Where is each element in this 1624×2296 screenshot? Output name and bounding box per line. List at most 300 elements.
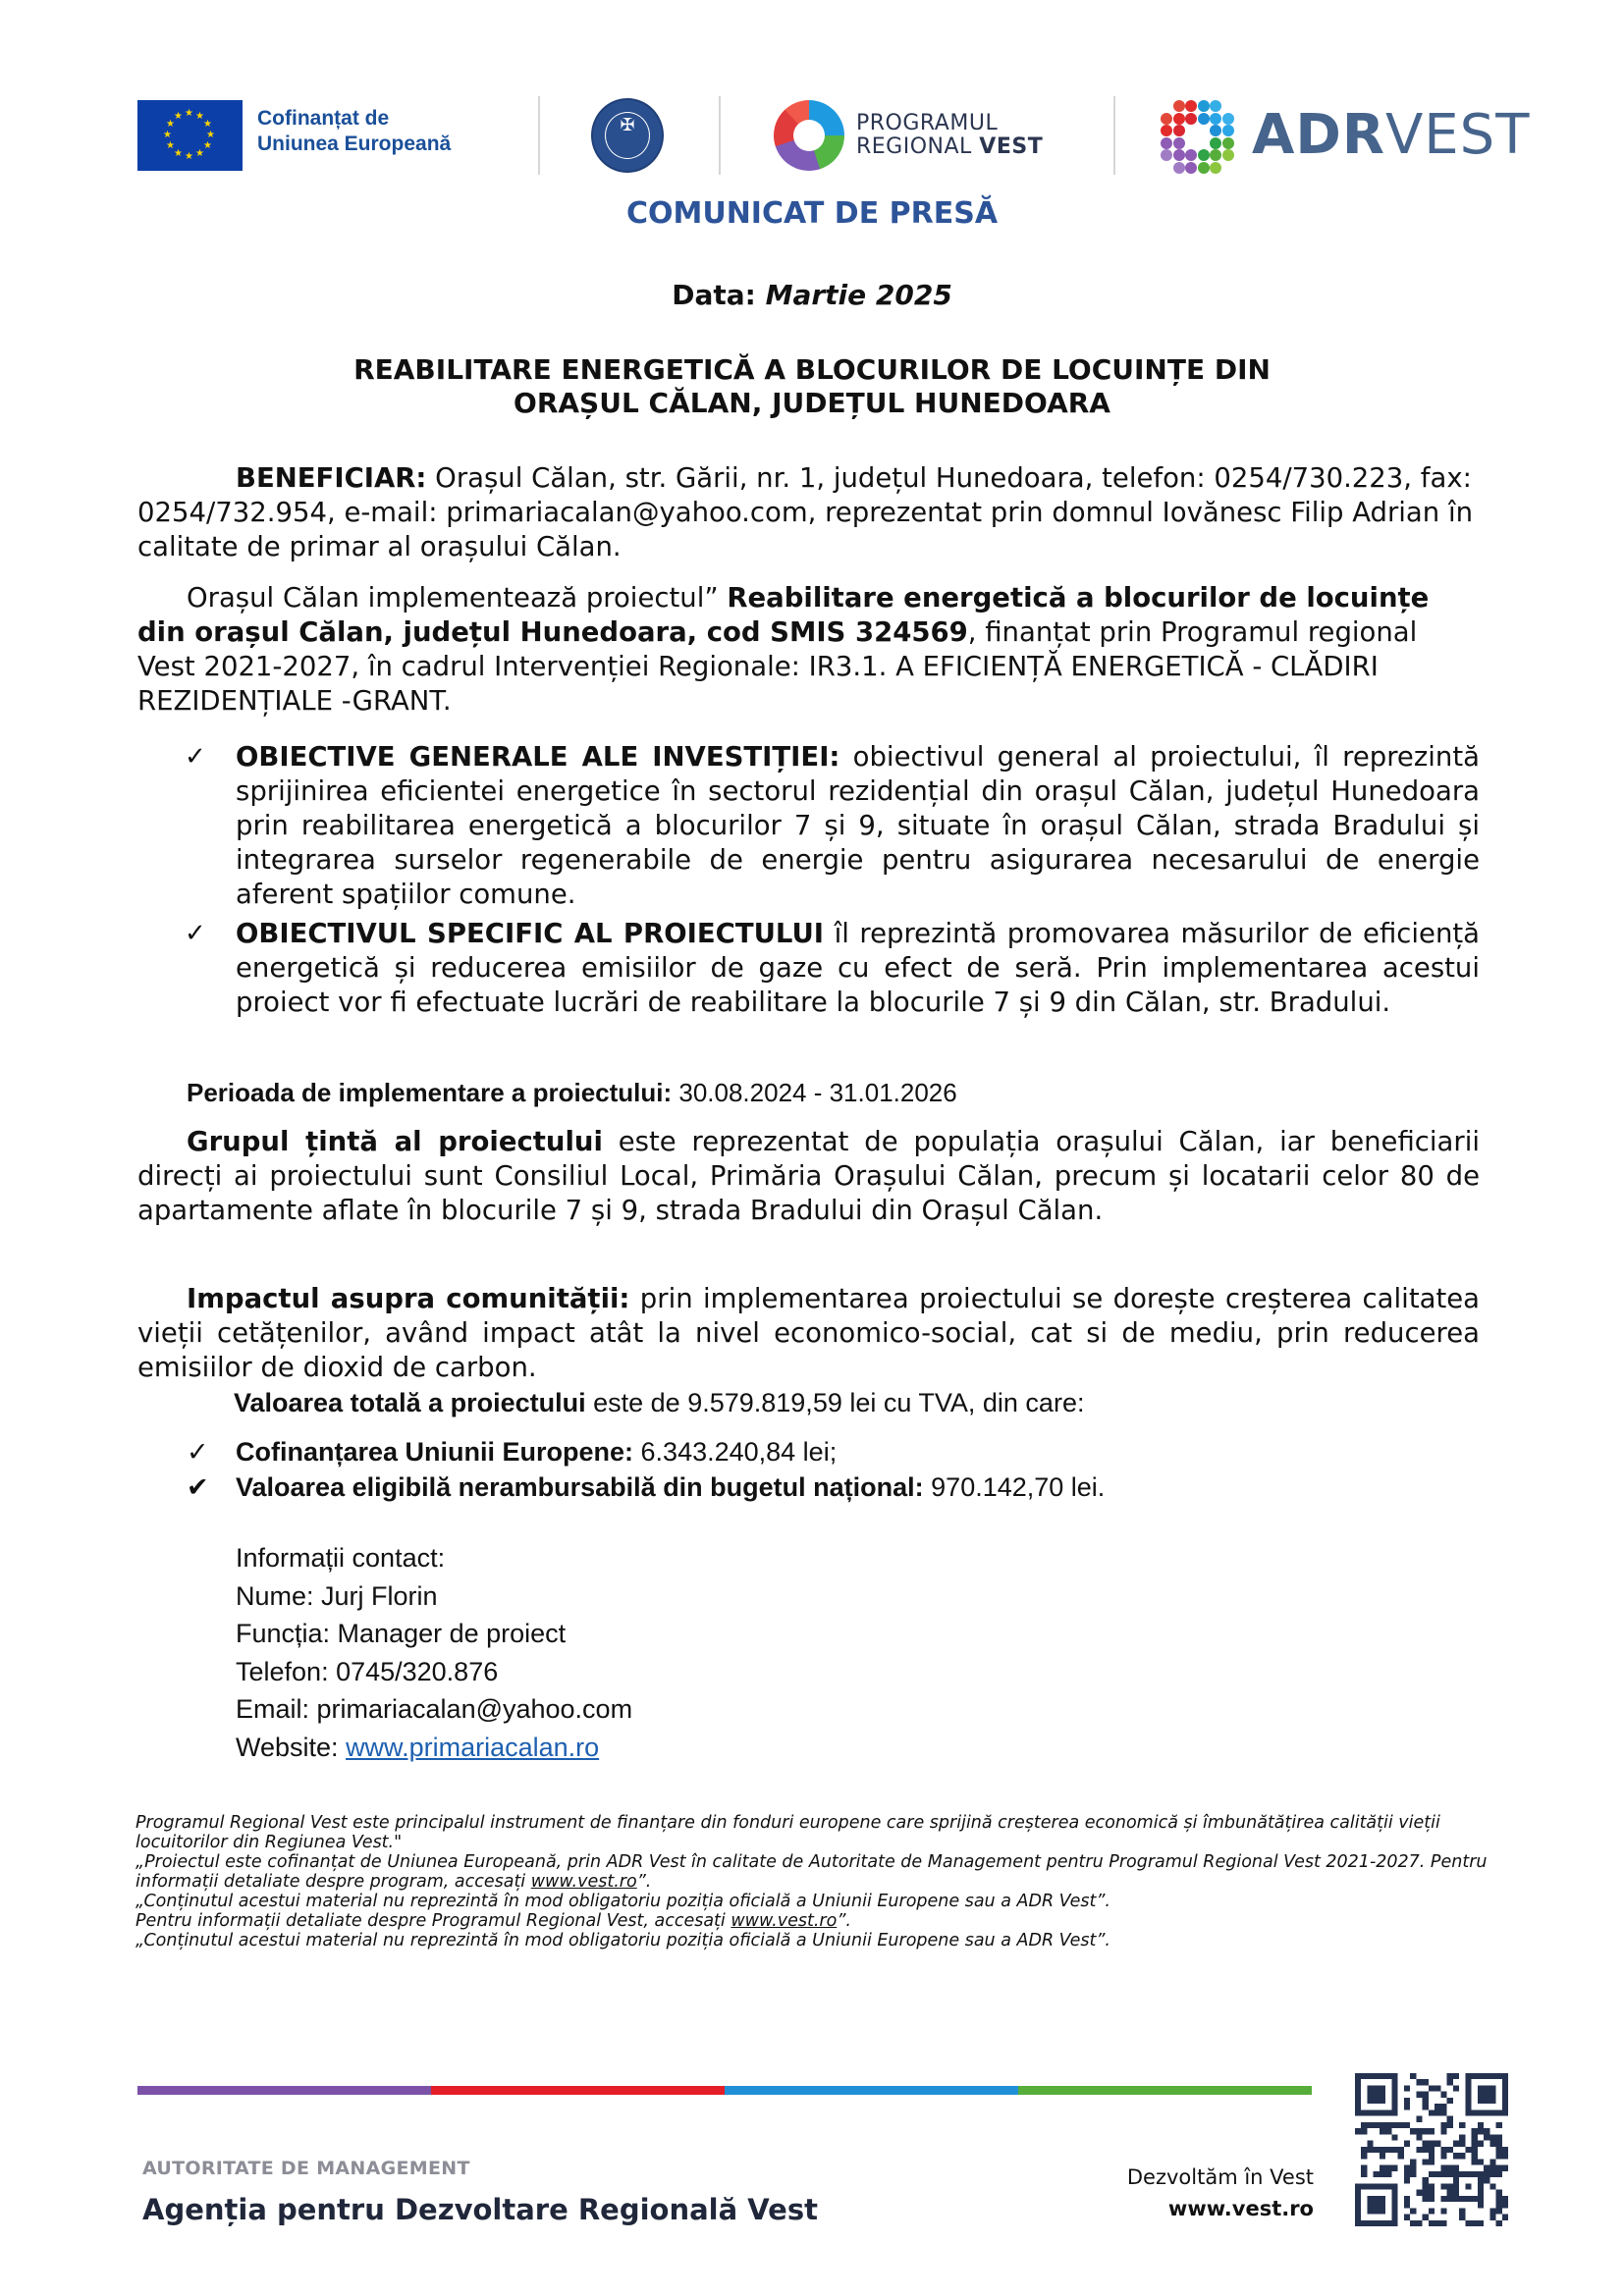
- qr-module: [1440, 2165, 1446, 2171]
- qr-module: [1478, 2122, 1484, 2128]
- qr-module: [1472, 2159, 1478, 2164]
- project-title-line1: REABILITARE ENERGETICĂ A BLOCURILOR DE LOCUINȚE DIN: [353, 353, 1271, 386]
- contact-function: Funcția: Manager de proiect: [236, 1619, 567, 1648]
- qr-module: [1385, 2147, 1391, 2153]
- qr-module: [1423, 2190, 1429, 2196]
- adr-dot: [1198, 149, 1210, 161]
- qr-module: [1398, 2147, 1404, 2153]
- qr-module: [1429, 2109, 1435, 2115]
- qr-module: [1423, 2159, 1429, 2164]
- qr-module: [1496, 2220, 1502, 2226]
- qr-module: [1435, 2171, 1440, 2177]
- qr-module: [1484, 2128, 1489, 2134]
- qr-module: [1429, 2196, 1435, 2202]
- qr-module: [1416, 2079, 1422, 2085]
- qr-module: [1410, 2159, 1416, 2164]
- impact-paragraph: [137, 1282, 1480, 1385]
- qr-module: [1496, 2134, 1502, 2140]
- qr-module: [1496, 2190, 1502, 2196]
- contact-block: [236, 1539, 632, 1766]
- impact-text: prin implementarea proiectului se dorește creșterea calitatea vieții cetățenilor, având impact atât la nivel economico-social, cat si de mediu, prin reducerea emisiilor de dioxid de carbon.: [137, 1283, 1481, 1383]
- qr-module: [1447, 2147, 1453, 2153]
- qr-module: [1478, 2159, 1484, 2164]
- qr-module: [1404, 2196, 1410, 2202]
- adr-dot: [1222, 113, 1234, 125]
- qr-module: [1447, 2073, 1453, 2079]
- qr-module: [1502, 2153, 1508, 2159]
- adr-dot: [1198, 162, 1210, 174]
- adr-wordmark-bold: ADR: [1252, 103, 1385, 167]
- target-group-text: este reprezentat de populația orașului Călan, iar beneficiarii direcți ai proiectului sunt Consiliul Local, Primăria Orașului Călan, precum și locatarii celor 80 de apartamente aflate în blocurile 7 și 9, strada Bradului din Orașul Călan.: [137, 1126, 1480, 1226]
- qr-module: [1429, 2220, 1435, 2226]
- qr-module: [1496, 2147, 1502, 2153]
- qr-module: [1440, 2128, 1446, 2134]
- qr-module: [1429, 2153, 1435, 2159]
- qr-module: [1423, 2141, 1429, 2147]
- qr-module: [1423, 2196, 1429, 2202]
- qr-module: [1447, 2079, 1453, 2085]
- adr-dot: [1185, 162, 1197, 174]
- qr-module: [1380, 2122, 1385, 2128]
- qr-module: [1496, 2165, 1502, 2171]
- qr-module: [1435, 2141, 1440, 2147]
- qr-module: [1447, 2116, 1453, 2122]
- disclaimer-text: ”.: [837, 1911, 851, 1931]
- qr-module: [1440, 2104, 1446, 2109]
- press-release-title: COMUNICAT DE PRESĂ: [625, 196, 999, 231]
- contact-email: Email: primariacalan@yahoo.com: [236, 1694, 633, 1724]
- adr-dot: [1210, 100, 1221, 112]
- objective-general: [187, 740, 1480, 912]
- qr-module: [1435, 2104, 1440, 2109]
- qr-module: [1447, 2122, 1453, 2128]
- qr-module: [1435, 2109, 1440, 2115]
- checkmark-icon: ✓: [185, 742, 206, 772]
- adr-dot: [1173, 125, 1185, 136]
- contact-website-label: Website:: [236, 1732, 347, 1762]
- qr-module: [1489, 2171, 1495, 2177]
- qr-module: [1459, 2122, 1465, 2128]
- qr-module: [1398, 2153, 1404, 2159]
- total-value-line: [234, 1388, 1084, 1418]
- disclaimer-line: „Conținutul acestui material nu reprezintă în mod obligatoriu poziția oficială a Uniunii Europene sau a ADR Vest”.: [135, 1931, 1110, 1950]
- qr-module: [1459, 2134, 1465, 2140]
- adr-dot: [1161, 149, 1172, 161]
- qr-module: [1410, 2220, 1416, 2226]
- qr-module: [1447, 2165, 1453, 2171]
- disclaimer-text: „Proiectul este cofinanțat de Uniunea Europeană, prin ADR Vest în calitate de Autoritate de Management pentru Programul Regional Vest 2021-2027. Pentru informații detaliate despre program, accesați: [135, 1852, 1488, 1892]
- qr-module: [1502, 2215, 1508, 2220]
- checkmark-icon: ✓: [187, 1437, 209, 1468]
- footer-website-link[interactable]: www.vest.ro: [1167, 2197, 1314, 2220]
- prv-label-line1: PROGRAMUL: [856, 111, 999, 135]
- qr-module: [1410, 2171, 1416, 2177]
- adr-dot: [1161, 125, 1172, 136]
- qr-module: [1380, 2128, 1385, 2134]
- financing-label: Cofinanțarea Uniunii Europene:: [236, 1437, 634, 1467]
- eu-label-line1: Cofinanțat de: [257, 107, 390, 130]
- logo-divider: [1113, 96, 1115, 175]
- qr-module: [1361, 2147, 1367, 2153]
- qr-module: [1472, 2220, 1478, 2226]
- disclaimer-line: „Conținutul acestui material nu reprezintă în mod obligatoriu poziția oficială a Uniunii Europene sau a ADR Vest”.: [135, 1892, 1110, 1911]
- adr-dot: [1210, 162, 1221, 174]
- qr-module: [1416, 2092, 1422, 2098]
- eu-star-icon: ★: [203, 119, 213, 130]
- qr-module: [1435, 2220, 1440, 2226]
- adr-dot: [1210, 149, 1221, 161]
- qr-module: [1367, 2141, 1373, 2147]
- eu-star-icon: ★: [174, 148, 183, 160]
- financing-value: 6.343.240,84 lei;: [633, 1437, 838, 1467]
- qr-module: [1380, 2165, 1385, 2171]
- qr-module: [1496, 2202, 1502, 2208]
- qr-module: [1423, 2104, 1429, 2109]
- color-bar-red: [431, 2086, 725, 2095]
- eu-star-icon: ★: [165, 119, 175, 130]
- qr-module: [1489, 2141, 1495, 2147]
- checkmark-icon: ✔: [187, 1472, 209, 1503]
- objective-text: obiectivul general al proiectului, îl reprezintă sprijinirea eficientei energetice în sectorul rezidențial din orașul Călan, județul Hunedoara prin reabilitarea energetică a blocurilor 7 și 9, situate în orașul Călan, strada Bradului și integrarea surselor regenerabile de energie pentru asigurarea necesarului de energie aferent spațiilor comune.: [236, 741, 1480, 910]
- qr-module: [1453, 2073, 1459, 2079]
- objective-specific: [187, 917, 1480, 1020]
- agency-name: Agenția pentru Dezvoltare Regională Vest: [142, 2193, 818, 2226]
- adr-dot: [1210, 113, 1221, 125]
- qr-module: [1416, 2116, 1422, 2122]
- eu-star-icon: ★: [195, 148, 204, 160]
- adr-dot: [1222, 125, 1234, 136]
- qr-module: [1404, 2141, 1410, 2147]
- qr-module: [1429, 2190, 1435, 2196]
- disclaimer-line: [135, 1911, 1510, 1931]
- qr-module: [1423, 2177, 1429, 2183]
- disclaimer-text: Pentru informații detaliate despre Programul Regional Vest, accesați: [135, 1911, 731, 1931]
- qr-module: [1404, 2122, 1410, 2128]
- qr-module: [1374, 2122, 1380, 2128]
- qr-module: [1440, 2220, 1446, 2226]
- disclaimer-text: ”.: [636, 1872, 652, 1892]
- qr-module: [1361, 2165, 1367, 2171]
- qr-module: [1489, 2134, 1495, 2140]
- qr-module: [1496, 2153, 1502, 2159]
- programul-regional-vest-label: [856, 112, 1043, 159]
- qr-module: [1355, 2128, 1361, 2134]
- beneficiary-text: Orașul Călan, str. Gării, nr. 1, județul Hunedoara, telefon: 0254/730.223, fax: 0254/732.954, e-mail: primariacalan@yahoo.com, reprezentat prin domnul Iovănesc Filip Adrian în calitate de primar al orașului Călan.: [137, 462, 1474, 562]
- adr-dot: [1173, 100, 1185, 112]
- qr-module: [1429, 2171, 1435, 2177]
- contact-website-link[interactable]: www.primariacalan.ro: [346, 1732, 600, 1762]
- intro-project-name: Reabilitare energetică a blocurilor de locuințe din orașul Călan, județul Hunedoara, cod SMIS 324569: [137, 582, 1430, 648]
- disclaimer-line: [135, 1852, 1510, 1892]
- eu-cofinanced-label: [257, 106, 451, 157]
- guvernul-romaniei-seal-icon: ✠: [591, 98, 664, 173]
- financing-label: Valoarea eligibilă nerambursabilă din bugetul național:: [236, 1472, 924, 1502]
- qr-module: [1391, 2134, 1397, 2140]
- qr-module: [1435, 2085, 1440, 2091]
- qr-module: [1496, 2208, 1502, 2214]
- qr-module: [1410, 2128, 1416, 2134]
- adr-dot: [1173, 113, 1185, 125]
- qr-module: [1423, 2215, 1429, 2220]
- date-label: Data:: [672, 279, 766, 311]
- qr-module: [1489, 2165, 1495, 2171]
- disclaimer-line: Programul Regional Vest este principalul instrument de finanțare din fonduri europene care sprijină creșterea economică și îmbunătățirea calității vieții locuitorilor din Regiunea Vest.": [135, 1813, 1440, 1852]
- qr-module: [1367, 2085, 1385, 2104]
- intro-paragraph: [137, 581, 1480, 719]
- qr-module: [1440, 2122, 1446, 2128]
- qr-module: [1380, 2171, 1385, 2177]
- adr-dot: [1173, 137, 1185, 149]
- project-title-line2: ORAȘUL CĂLAN, JUDEȚUL HUNEDOARA: [514, 387, 1110, 419]
- qr-module: [1496, 2196, 1502, 2202]
- logo-divider: [538, 96, 540, 175]
- qr-module: [1459, 2141, 1465, 2147]
- qr-module: [1447, 2183, 1453, 2189]
- qr-module: [1404, 2098, 1410, 2104]
- qr-module: [1391, 2122, 1397, 2128]
- adr-dot: [1161, 113, 1172, 125]
- vest-link[interactable]: www.vest.ro: [530, 1872, 637, 1892]
- qr-module: [1472, 2141, 1478, 2147]
- impact-label: Impactul asupra comunității:: [187, 1283, 630, 1314]
- adr-vest-wordmark: [1252, 104, 1530, 167]
- qr-module: [1478, 2220, 1484, 2226]
- qr-module: [1429, 2159, 1435, 2164]
- qr-module: [1361, 2122, 1367, 2128]
- qr-module: [1385, 2165, 1391, 2171]
- logo-divider: [719, 96, 721, 175]
- qr-module: [1410, 2208, 1416, 2214]
- qr-module: [1429, 2147, 1435, 2153]
- qr-module: [1404, 2104, 1410, 2109]
- contact-name: Nume: Jurj Florin: [236, 1580, 438, 1611]
- qr-module: [1429, 2141, 1435, 2147]
- qr-module: [1423, 2092, 1429, 2098]
- adr-dot: [1222, 137, 1234, 149]
- qr-module: [1361, 2171, 1367, 2177]
- project-title: [0, 353, 1624, 420]
- eu-star-icon: ★: [163, 130, 172, 140]
- eu-label-line2: Uniunea Europeană: [257, 133, 452, 155]
- eu-star-icon: ★: [195, 110, 204, 122]
- color-bar-purple: [137, 2086, 431, 2095]
- prv-label-bold: VEST: [979, 134, 1044, 159]
- vest-link[interactable]: www.vest.ro: [731, 1911, 838, 1931]
- target-group-label: Grupul țintă al proiectului: [187, 1126, 603, 1157]
- qr-module: [1423, 2098, 1429, 2104]
- qr-module: [1440, 2153, 1446, 2159]
- adr-dot: [1198, 100, 1210, 112]
- qr-module: [1367, 2147, 1373, 2153]
- eu-flag-icon: [137, 100, 243, 171]
- qr-module: [1465, 2183, 1471, 2189]
- qr-module: [1416, 2220, 1422, 2226]
- adr-dot: [1222, 149, 1234, 161]
- intro-post: , finanțat prin Programul regional Vest 2021-2027, în cadrul Intervenției Regionale: IR3.1. A EFICIENȚĂ ENERGETICĂ - CLĂDIRI REZIDENȚIALE -GRANT.: [137, 616, 1418, 717]
- qr-module: [1447, 2098, 1453, 2104]
- qr-module: [1465, 2220, 1471, 2226]
- qr-module: [1440, 2092, 1446, 2098]
- color-bar-green: [1018, 2086, 1312, 2095]
- eu-star-icon: ★: [203, 140, 213, 151]
- contact-title: Informații contact:: [236, 1543, 446, 1573]
- beneficiary-label: BENEFICIAR:: [236, 462, 427, 494]
- qr-module: [1453, 2085, 1459, 2091]
- qr-module: [1374, 2171, 1380, 2177]
- adr-dot: [1210, 125, 1221, 136]
- prv-label-regular: REGIONAL: [856, 134, 980, 159]
- qr-module: [1429, 2208, 1435, 2214]
- qr-module: [1416, 2190, 1422, 2196]
- qr-module: [1465, 2147, 1471, 2153]
- qr-module: [1472, 2134, 1478, 2140]
- eu-star-icon: ★: [165, 140, 175, 151]
- qr-module: [1489, 2183, 1495, 2189]
- qr-module: [1404, 2085, 1410, 2091]
- adr-dot: [1185, 100, 1197, 112]
- checkmark-icon: ✓: [185, 919, 206, 948]
- total-value-label: Valoarea totală a proiectului: [234, 1388, 586, 1417]
- qr-module: [1404, 2165, 1410, 2171]
- qr-module: [1472, 2147, 1478, 2153]
- qr-module: [1404, 2202, 1410, 2208]
- qr-module: [1459, 2215, 1465, 2220]
- qr-module: [1416, 2128, 1422, 2134]
- qr-module: [1410, 2165, 1416, 2171]
- qr-module: [1502, 2147, 1508, 2153]
- qr-module: [1502, 2196, 1508, 2202]
- qr-module: [1440, 2109, 1446, 2115]
- adr-dot: [1173, 149, 1185, 161]
- qr-module: [1440, 2196, 1446, 2202]
- qr-module: [1440, 2147, 1446, 2153]
- qr-module: [1416, 2134, 1422, 2140]
- qr-module: [1385, 2171, 1391, 2177]
- qr-module: [1459, 2208, 1465, 2214]
- qr-code-icon: [1355, 2073, 1508, 2226]
- beneficiary-paragraph: [137, 461, 1480, 564]
- qr-module: [1478, 2128, 1484, 2134]
- qr-module: [1496, 2122, 1502, 2128]
- adr-dot: [1185, 113, 1197, 125]
- financing-national: [187, 1472, 1105, 1503]
- adr-dot: [1161, 137, 1172, 149]
- qr-module: [1429, 2128, 1435, 2134]
- qr-module: [1404, 2171, 1410, 2177]
- adr-dot: [1173, 162, 1185, 174]
- qr-module: [1398, 2122, 1404, 2128]
- qr-module: [1440, 2183, 1446, 2189]
- qr-module: [1423, 2079, 1429, 2085]
- adr-vest-dots-icon: [1161, 100, 1233, 171]
- target-group-paragraph: [137, 1125, 1480, 1228]
- qr-module: [1404, 2215, 1410, 2220]
- qr-module: [1489, 2208, 1495, 2214]
- contact-phone: Telefon: 0745/320.876: [236, 1656, 499, 1686]
- adr-dot: [1185, 149, 1197, 161]
- qr-module: [1478, 2085, 1496, 2104]
- qr-module: [1410, 2073, 1416, 2079]
- qr-module: [1447, 2171, 1453, 2177]
- qr-module: [1478, 2141, 1484, 2147]
- qr-module: [1374, 2147, 1380, 2153]
- qr-module: [1361, 2153, 1367, 2159]
- qr-module: [1496, 2141, 1502, 2147]
- date-line: [0, 279, 1624, 311]
- qr-module: [1404, 2177, 1410, 2183]
- eu-star-icon: ★: [185, 108, 193, 119]
- period-label: Perioada de implementare a proiectului:: [187, 1078, 673, 1107]
- qr-module: [1361, 2128, 1367, 2134]
- objective-label: OBIECTIVE GENERALE ALE INVESTIȚIEI:: [236, 741, 840, 773]
- qr-module: [1484, 2134, 1489, 2140]
- qr-module: [1385, 2128, 1391, 2134]
- qr-module: [1489, 2215, 1495, 2220]
- qr-module: [1385, 2122, 1391, 2128]
- total-value-text: este de 9.579.819,59 lei cu TVA, din care:: [585, 1388, 1085, 1417]
- management-authority-label: AUTORITATE DE MANAGEMENT: [142, 2158, 470, 2179]
- eu-star-icon: ★: [206, 130, 215, 140]
- eu-star-icon: ★: [185, 151, 193, 162]
- qr-module: [1440, 2171, 1446, 2177]
- qr-module: [1380, 2153, 1385, 2159]
- qr-module: [1423, 2128, 1429, 2134]
- adr-dot: [1198, 113, 1210, 125]
- financing-value: 970.142,70 lei.: [923, 1472, 1106, 1502]
- qr-module: [1502, 2165, 1508, 2171]
- qr-module: [1447, 2196, 1453, 2202]
- qr-module: [1489, 2159, 1495, 2164]
- qr-module: [1367, 2196, 1385, 2215]
- qr-module: [1453, 2141, 1459, 2147]
- qr-module: [1502, 2202, 1508, 2208]
- qr-module: [1416, 2147, 1422, 2153]
- adr-wordmark-regular: VEST: [1384, 103, 1531, 167]
- qr-module: [1484, 2171, 1489, 2177]
- qr-module: [1472, 2153, 1478, 2159]
- qr-module: [1447, 2190, 1453, 2196]
- adr-dot: [1210, 137, 1221, 149]
- qr-module: [1472, 2128, 1478, 2134]
- financing-eu: [187, 1437, 837, 1468]
- qr-module: [1496, 2171, 1502, 2177]
- programul-regional-vest-ring-icon: [774, 100, 844, 171]
- period-value: 30.08.2024 - 31.01.2026: [672, 1078, 957, 1107]
- qr-module: [1459, 2153, 1465, 2159]
- disclaimer-notes: [135, 1813, 1510, 1950]
- qr-module: [1423, 2147, 1429, 2153]
- qr-module: [1367, 2122, 1373, 2128]
- slogan: Dezvoltăm în Vest: [1126, 2165, 1314, 2189]
- qr-module: [1429, 2085, 1435, 2091]
- qr-module: [1478, 2202, 1484, 2208]
- date-value: Martie 2025: [765, 279, 952, 311]
- qr-module: [1423, 2183, 1429, 2189]
- eu-star-icon: ★: [174, 110, 183, 122]
- qr-module: [1391, 2165, 1397, 2171]
- qr-module: [1391, 2147, 1397, 2153]
- qr-module: [1440, 2208, 1446, 2214]
- color-bar-blue: [725, 2086, 1018, 2095]
- qr-module: [1453, 2165, 1459, 2171]
- qr-module: [1380, 2147, 1385, 2153]
- objective-label: OBIECTIVUL SPECIFIC AL PROIECTULUI: [236, 918, 825, 949]
- qr-module: [1484, 2165, 1489, 2171]
- qr-module: [1453, 2153, 1459, 2159]
- qr-module: [1429, 2183, 1435, 2189]
- qr-module: [1484, 2177, 1489, 2183]
- objective-text: îl reprezintă promovarea măsurilor de eficiență energetică și reducerea emisiilor de gaze cu efect de seră. Prin implementarea acestui proiect vor fi efectuate lucrări de reabilitare la blocurile 7 și 9 din Călan, str. Bradului.: [236, 918, 1481, 1018]
